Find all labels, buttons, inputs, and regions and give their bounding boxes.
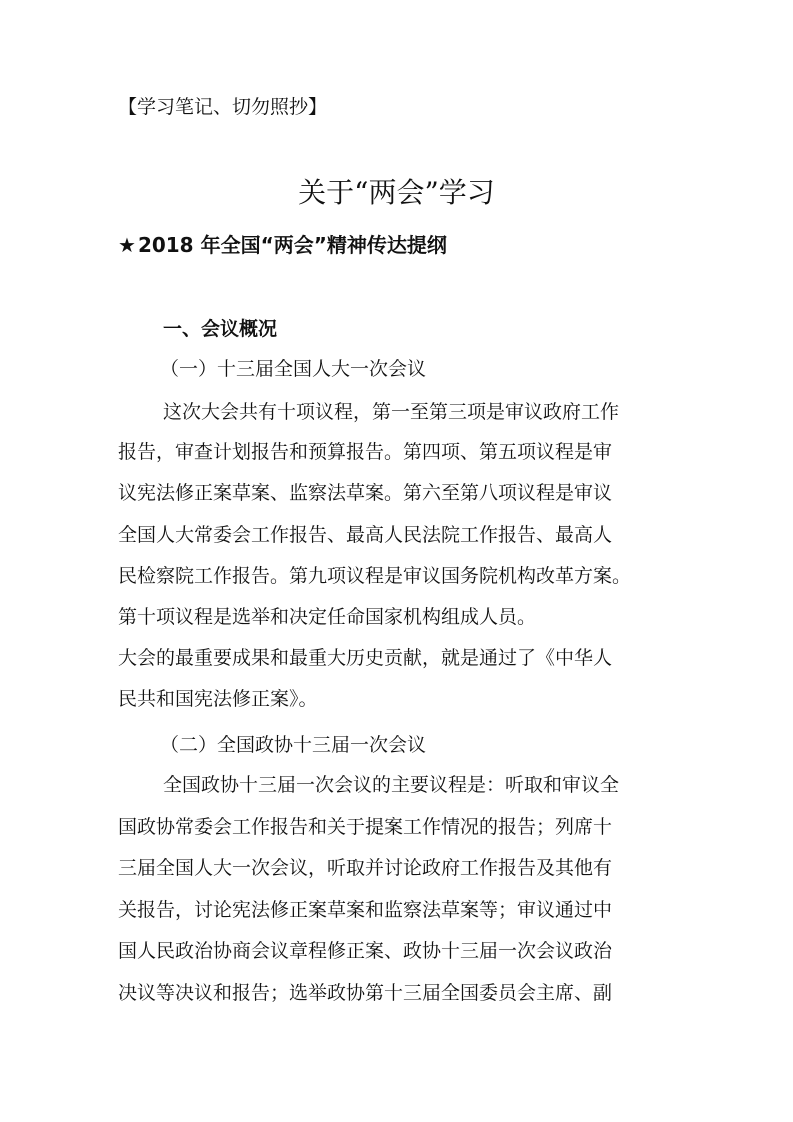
document-title: 关于“两会”学习	[298, 176, 495, 209]
paragraph-line: 全国政协十三届一次会议的主要议程是：听取和审议全	[163, 774, 620, 796]
paragraph-line: 第十项议程是选举和决定任命国家机构组成人员。	[118, 606, 537, 628]
paragraph-line: 关报告，讨论宪法修正案草案和监察法草案等；审议通过中	[118, 899, 613, 921]
paragraph-line: 全国人大常委会工作报告、最高人民法院工作报告、最高人	[118, 524, 613, 546]
document-subtitle	[118, 230, 447, 260]
paragraph-line: 三届全国人大一次会议，听取并讨论政府工作报告及其他有	[118, 857, 613, 879]
paragraph-line: 决议等决议和报告；选举政协第十三届全国委员会主席、副	[118, 982, 613, 1004]
study-note-label: 【学习笔记、切勿照抄】	[118, 96, 328, 118]
subsection-heading-npc: （一）十三届全国人大一次会议	[160, 358, 427, 380]
paragraph-line: 国政协常委会工作报告和关于提案工作情况的报告；列席十	[118, 816, 613, 838]
paragraph-line: 民检察院工作报告。第九项议程是审议国务院机构改革方案。	[118, 565, 632, 587]
paragraph-line: 报告，审查计划报告和预算报告。第四项、第五项议程是审	[118, 441, 613, 463]
paragraph-line: 国人民政治协商会议章程修正案、政协十三届一次会议政治	[118, 940, 613, 962]
subsection-heading-cppcc: （二）全国政协十三届一次会议	[160, 734, 427, 756]
subtitle-text: 2018 年全国“两会”精神传达提纲	[137, 233, 447, 257]
paragraph-line: 这次大会共有十项议程，第一至第三项是审议政府工作	[163, 401, 620, 423]
paragraph-line: 议宪法修正案草案、监察法草案。第六至第八项议程是审议	[118, 482, 613, 504]
paragraph-line: 大会的最重要成果和最重大历史贡献，就是通过了《中华人	[118, 647, 613, 669]
paragraph-line: 民共和国宪法修正案》。	[118, 688, 318, 710]
star-icon: ★	[118, 233, 136, 257]
section-heading-overview: 一、会议概况	[163, 318, 278, 340]
